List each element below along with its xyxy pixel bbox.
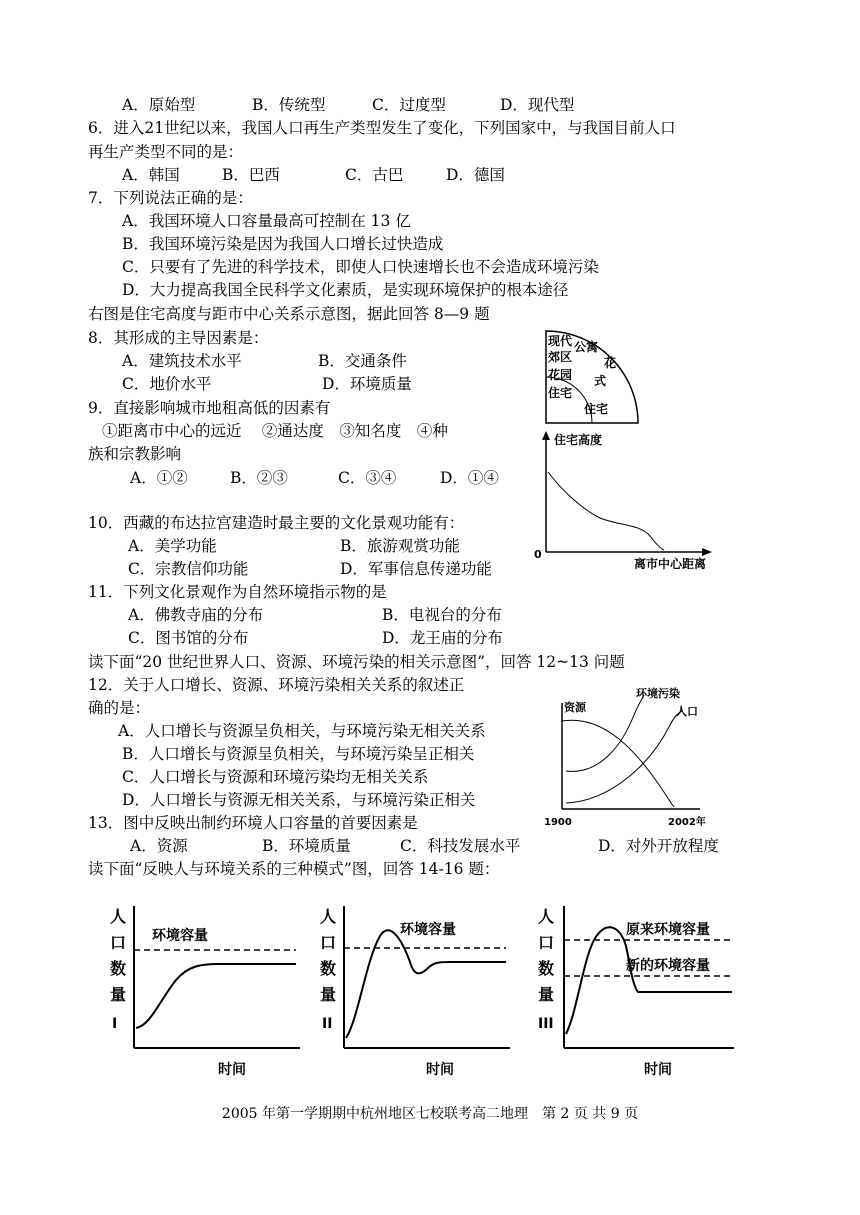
q11-option-b: B．电视台的分布 [382, 606, 502, 624]
zone-word-flower: 花 [604, 356, 617, 370]
panel3-xlabel: 时间 [644, 1062, 672, 1078]
panel3-ylabel-char1: 人 [538, 907, 555, 926]
housing-height-chart [530, 428, 730, 573]
zone-label-suburb: 郊区 [548, 350, 573, 364]
q5-option-c: C．过度型 [372, 96, 446, 114]
pop-x-start-label: 1900 [544, 817, 572, 828]
q11-stem: 11．下列文化景观作为自然环境指示物的是 [88, 583, 387, 601]
intro-12-13: 读下面“20 世纪世界人口、资源、环境污染的相关示意图”，回答 12~13 问题 [88, 653, 625, 671]
q6-option-d: D．德国 [446, 166, 505, 184]
panel1-ylabel-char3: 数 [110, 959, 127, 978]
q9-option-c: C．③④ [338, 469, 397, 487]
panel3-population-curve [566, 927, 732, 1034]
panel2-numeral: II [322, 1016, 333, 1032]
q12-option-a: A．人口增长与资源呈负相关，与环境污染无相关关系 [118, 722, 486, 740]
panel3-ylabel-char4: 量 [538, 985, 555, 1004]
q7-option-b: B．我国环境污染是因为我国人口增长过快造成 [122, 235, 444, 253]
panel2-ylabel-char1: 人 [320, 907, 337, 926]
q9-line3: 族和宗教影响 [88, 445, 182, 463]
q12-option-b: B．人口增长与资源呈负相关，与环境污染呈正相关 [122, 745, 475, 763]
panel1-population-curve [136, 964, 296, 1028]
q12-option-d: D．人口增长与资源无相关关系，与环境污染正相关 [122, 791, 476, 809]
population-label: 人口 [676, 705, 698, 718]
q5-option-a: A．原始型 [122, 96, 196, 114]
pollution-label: 环境污染 [636, 687, 680, 700]
q10-option-b: B．旅游观赏功能 [340, 537, 460, 555]
housing-x-label: 离市中心距离 [634, 557, 707, 571]
q11-option-c: C．图书馆的分布 [128, 629, 249, 647]
q13-option-a: A．资源 [130, 837, 188, 855]
panel2-ylabel-char2: 口 [320, 933, 337, 952]
q5-option-d: D．现代型 [500, 96, 575, 114]
q9-option-d: D．①④ [440, 469, 499, 487]
q12-option-c: C．人口增长与资源和环境污染均无相关关系 [122, 768, 429, 786]
q11-option-a: A．佛教寺庙的分布 [128, 606, 264, 624]
q9-line2: ①距离市中心的远近 ②通达度 ③知名度 ④种 [102, 422, 448, 440]
q13-option-c: C．科技发展水平 [400, 837, 521, 855]
panel1-ylabel-char4: 量 [110, 985, 127, 1004]
population-curve [566, 711, 682, 803]
mode-panel-1 [100, 900, 310, 1080]
q9-option-a: A．①② [130, 469, 188, 487]
intro-8-9: 右图是住宅高度与距市中心关系示意图，据此回答 8—9 题 [88, 305, 490, 323]
q10-option-c: C．宗教信仰功能 [128, 560, 249, 578]
q7-option-c: C．只要有了先进的科学技术，即使人口快速增长也不会造成环境污染 [122, 258, 599, 276]
q8-option-b: B．交通条件 [318, 352, 407, 370]
housing-origin-label: 0 [534, 548, 542, 561]
panel2-capacity-label: 环境容量 [400, 922, 456, 938]
housing-y-label: 住宅高度 [554, 433, 603, 447]
x-axis-arrow-icon [702, 548, 712, 556]
panel1-capacity-label: 环境容量 [152, 928, 208, 944]
q10-stem: 10．西藏的布达拉宫建造时最主要的文化景观功能有： [88, 514, 465, 532]
panel2-ylabel-char3: 数 [320, 959, 337, 978]
panel1-xlabel: 时间 [218, 1062, 246, 1078]
q5-option-b: B．传统型 [252, 96, 326, 114]
q8-option-d: D．环境质量 [322, 375, 412, 393]
q6-option-a: A．韩国 [122, 166, 180, 184]
panel3-numeral: III [538, 1016, 554, 1032]
panel1-numeral: I [112, 1016, 118, 1032]
panel3-ylabel-char3: 数 [538, 959, 555, 978]
mode-panel-2 [310, 900, 520, 1080]
zone-label-modern: 现代 [548, 334, 573, 348]
panel1-ylabel-char1: 人 [110, 907, 127, 926]
zone-quarter-circle-figure [540, 327, 700, 427]
panel2-ylabel-char4: 量 [320, 985, 337, 1004]
q9-option-b: B．②③ [230, 469, 288, 487]
panel2-xlabel: 时间 [426, 1062, 454, 1078]
mode-panel-3 [528, 900, 744, 1080]
panel2-population-curve [346, 930, 506, 1038]
q12-stem-line2: 确的是： [88, 699, 151, 717]
resource-curve [562, 720, 674, 807]
q7-stem: 7．下列说法正确的是： [88, 189, 253, 207]
q11-option-d: D．龙王庙的分布 [382, 629, 503, 647]
zone-word-style: 式 [594, 374, 607, 388]
q9-stem: 9．直接影响城市地租高低的因素有 [88, 399, 331, 417]
zone-word-house: 住宅 [584, 402, 609, 416]
population-resource-chart [540, 685, 710, 830]
q7-option-d: D．大力提高我国全民科学文化素质，是实现环境保护的根本途径 [122, 281, 569, 299]
q6-stem-line1: 6．进入21世纪以来，我国人口再生产类型发生了变化，下列国家中，与我国目前人口 [88, 119, 676, 137]
panel3-new-capacity-label: 新的环境容量 [626, 958, 710, 974]
panel1-ylabel-char2: 口 [110, 933, 127, 952]
panel3-original-capacity-label: 原来环境容量 [626, 922, 710, 938]
intro-14-16: 读下面“反映人与环境关系的三种模式”图，回答 14-16 题： [88, 860, 500, 878]
panel3-ylabel-char2: 口 [538, 933, 555, 952]
height-curve [548, 472, 664, 550]
q6-option-c: C．古巴 [345, 166, 404, 184]
q13-option-d: D．对外开放程度 [598, 837, 719, 855]
q6-option-b: B．巴西 [222, 166, 280, 184]
resource-label: 资源 [564, 701, 586, 714]
q12-stem-line1: 12．关于人口增长、资源、环境污染相关关系的叙述正 [88, 676, 465, 694]
q10-option-d: D．军事信息传递功能 [340, 560, 492, 578]
q8-option-c: C．地价水平 [122, 375, 212, 393]
q13-option-b: B．环境质量 [262, 837, 351, 855]
page-footer: 2005 年第一学期期中杭州地区七校联考高二地理 第 2 页 共 9 页 [221, 1106, 639, 1122]
q10-option-a: A．美学功能 [128, 537, 217, 555]
q8-option-a: A．建筑技术水平 [122, 352, 242, 370]
q13-stem: 13．图中反映出制约环境人口容量的首要因素是 [88, 814, 418, 832]
y-axis-arrow-icon [542, 431, 550, 440]
q7-option-a: A．我国环境人口容量最高可控制在 13 亿 [122, 212, 411, 230]
q6-stem-line2: 再生产类型不同的是： [88, 143, 244, 161]
q8-stem: 8．其形成的主导因素是： [88, 329, 269, 347]
zone-label-house: 住宅 [548, 386, 573, 400]
pop-x-end-label: 2002年 [668, 817, 706, 828]
zone-word-apartment: 公寓 [574, 340, 599, 354]
zone-label-garden: 花园 [548, 368, 573, 382]
